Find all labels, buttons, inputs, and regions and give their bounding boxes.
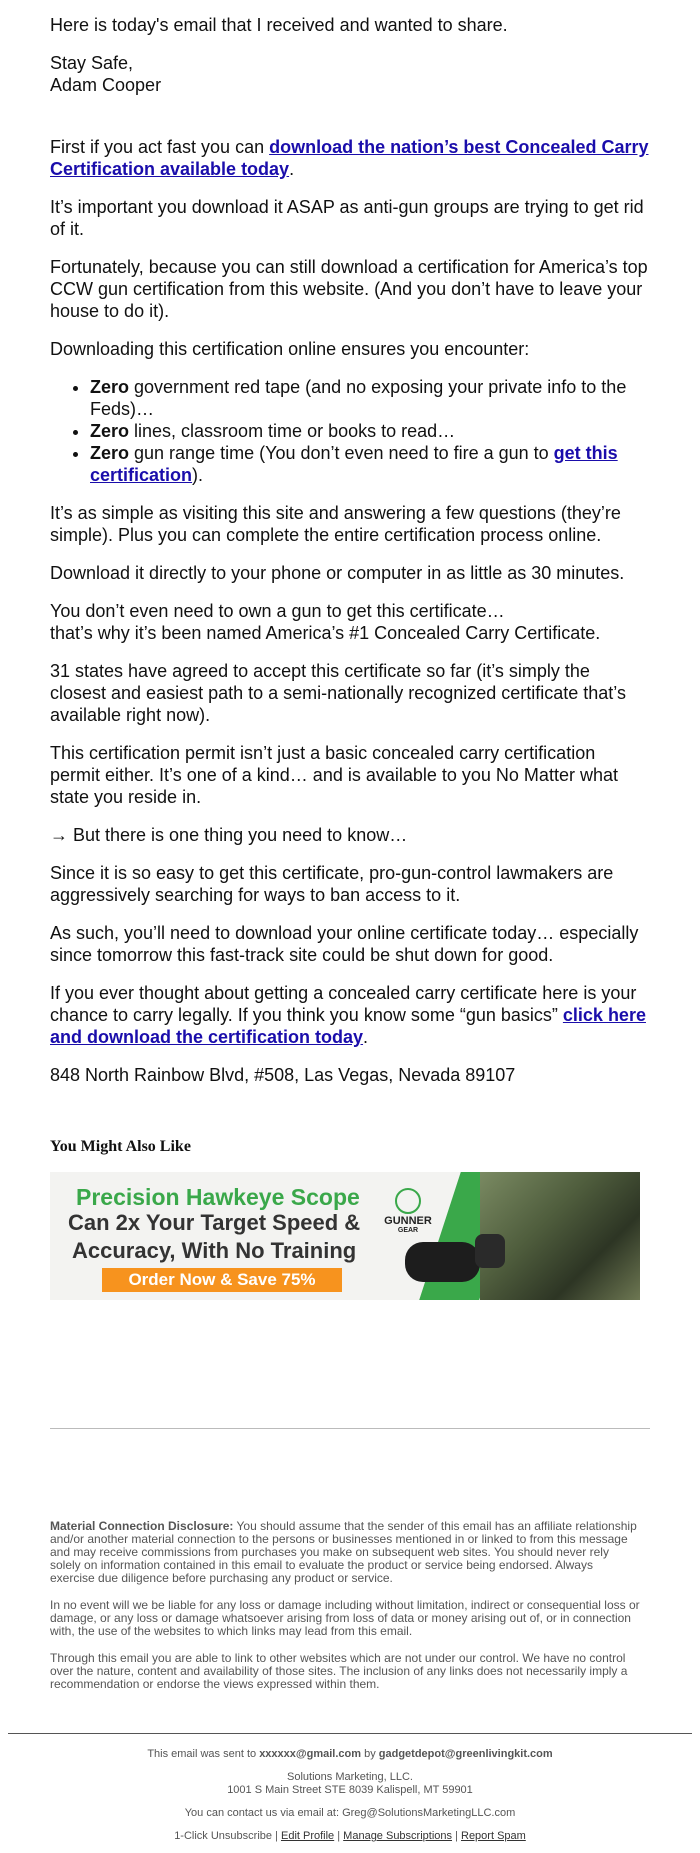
intro-text: Here is today's email that I received and wanted to share. xyxy=(50,15,508,35)
paragraph-text: If you ever thought about getting a concealed carry certificate here is your chance to carry legally. If you think you know some “gun basics” xyxy=(50,983,637,1025)
paragraph: It’s as simple as visiting this site and answering a few questions (they’re simple). Plus you can complete the entire certification process online. xyxy=(50,503,621,545)
signoff-line: Stay Safe, xyxy=(50,53,134,73)
paragraph: It’s important you download it ASAP as anti-gun groups are trying to get rid of it. xyxy=(50,197,644,239)
paragraph: Fortunately, because you can still download a certification for America’s top CCW gun certification from this website. (And you don’t have to leave your house to do it). xyxy=(50,257,648,321)
sent-to-line xyxy=(0,1748,700,1761)
bullet-bold: Zero xyxy=(90,421,130,441)
disclosure-paragraph: In no event will we be liable for any loss or damage including without limitation, indirect or consequential loss or damage, or any loss or damage whatsoever arising from loss of data or money arising out of, or in connection with, the use of the websites to which links may lead from this email. xyxy=(50,1598,640,1638)
list-item xyxy=(90,376,650,420)
recipient-email: xxxxxx@gmail.com xyxy=(259,1748,362,1760)
list-item xyxy=(90,420,650,442)
email-body xyxy=(50,14,650,1300)
paragraph: Since it is so easy to get this certificate, pro-gun-control lawmakers are aggressively searching for ways to ban access to it. xyxy=(50,863,614,905)
divider xyxy=(50,1428,650,1429)
separator: | xyxy=(334,1830,344,1842)
paragraph xyxy=(50,600,650,644)
disclosure-text: You should assume that the sender of this email has an affiliate relationship and/or another material connection to the persons or businesses mentioned in or linked to from this message and may receive commissions from purchases you make on subsequent web sites. You should never rely solely on information contained in this email to evaluate the product or service being endorsed. Always exercise due diligence before purchasing any product or service. xyxy=(50,1519,637,1585)
paragraph-text: First if you act fast you can xyxy=(50,137,270,157)
bullet-text: gun range time (You don’t even need to fire a gun to xyxy=(129,443,554,463)
gunner-gear-logo xyxy=(372,1188,444,1234)
paragraph: This certification permit isn’t just a basic concealed carry certification permit either. It’s one of a kind… and is available to you No Matter what state you reside in. xyxy=(50,743,618,807)
order-now-button[interactable]: Order Now & Save 75% xyxy=(102,1268,342,1292)
footer-links xyxy=(0,1830,700,1843)
benefits-list xyxy=(50,376,650,486)
paragraph: 31 states have agreed to accept this certificate so far (it’s simply the closest and easiest path to a semi-nationally recognized certificate that’s available right now). xyxy=(50,661,626,725)
banner-photo xyxy=(480,1172,640,1300)
paragraph: Download it directly to your phone or computer in as little as 30 minutes. xyxy=(50,563,625,583)
company-street: 1001 S Main Street STE 8039 Kalispell, MT 59901 xyxy=(227,1784,473,1796)
paragraph-text: . xyxy=(289,159,295,179)
contact-line: You can contact us via email at: Greg@SolutionsMarketingLLC.com xyxy=(184,1807,516,1819)
disclosure-label: Material Connection Disclosure: xyxy=(50,1519,234,1533)
bullet-bold: Zero xyxy=(90,377,130,397)
separator: | xyxy=(452,1830,461,1842)
paragraph: → But there is one thing you need to know… xyxy=(50,825,408,845)
footer-divider xyxy=(8,1733,692,1734)
disclosure-paragraph: Through this email you are able to link to other websites which are not under our control. We have no control over the nature, content and availability of those sites. The inclusion of any links does not necessarily imply a recommendation or endorse the views expressed within them. xyxy=(50,1651,628,1691)
logo-text: GUNNER xyxy=(384,1215,432,1227)
separator: | xyxy=(272,1830,281,1842)
logo-subtext: GEAR xyxy=(397,1227,419,1234)
get-certification-link[interactable]: get this certification xyxy=(90,443,618,485)
scope-image-icon xyxy=(405,1242,480,1282)
bullet-text: government red tape (and no exposing your private info to the Feds)… xyxy=(90,377,627,419)
paragraph-text: . xyxy=(363,1027,369,1047)
bullet-text: lines, classroom time or books to read… xyxy=(129,421,456,441)
bullet-text: ). xyxy=(192,465,204,485)
paragraph: Downloading this certification online ensures you encounter: xyxy=(50,339,530,359)
logo-ring-icon xyxy=(395,1188,421,1214)
report-spam-link[interactable]: Report Spam xyxy=(461,1830,526,1842)
banner-headline: Precision Hawkeye Scope xyxy=(76,1184,360,1210)
sender-name: Adam Cooper xyxy=(50,75,162,95)
company-address xyxy=(0,1771,700,1797)
download-today-link[interactable]: click here and download the certification today xyxy=(50,1005,646,1047)
paragraph-text: that’s why it’s been named America’s #1 Concealed Carry Certificate. xyxy=(50,623,601,643)
sender-email: gadgetdepot@greenlivingkit.com xyxy=(378,1748,553,1760)
disclosure xyxy=(50,1520,640,1705)
postal-address: 848 North Rainbow Blvd, #508, Las Vegas, Nevada 89107 xyxy=(50,1065,516,1085)
paragraph-text: You don’t even need to own a gun to get this certificate… xyxy=(50,601,505,621)
banner-subline: Accuracy, With No Training xyxy=(72,1238,357,1263)
paragraph xyxy=(50,982,650,1048)
footer-text: by xyxy=(361,1748,379,1760)
ad-banner[interactable] xyxy=(50,1172,640,1300)
scope-image-icon xyxy=(475,1234,505,1268)
unsubscribe-text[interactable]: 1-Click Unsubscribe xyxy=(174,1830,272,1842)
paragraph xyxy=(50,136,650,180)
disclosure-paragraph xyxy=(50,1520,640,1585)
also-like-heading: You Might Also Like xyxy=(50,1138,191,1155)
company-name: Solutions Marketing, LLC. xyxy=(287,1771,413,1783)
download-certification-link[interactable]: download the nation’s best Concealed Carry Certification available today xyxy=(50,137,649,179)
bullet-bold: Zero xyxy=(90,443,130,463)
list-item xyxy=(90,442,650,486)
edit-profile-link[interactable]: Edit Profile xyxy=(280,1830,335,1842)
manage-subscriptions-link[interactable]: Manage Subscriptions xyxy=(343,1830,453,1842)
footer xyxy=(0,1748,700,1853)
banner-subline: Can 2x Your Target Speed & xyxy=(68,1210,361,1235)
footer-text: This email was sent to xyxy=(147,1748,260,1760)
paragraph: As such, you’ll need to download your online certificate today… especially since tomorrow this fast-track site could be shut down for good. xyxy=(50,923,639,965)
signoff xyxy=(50,52,650,96)
